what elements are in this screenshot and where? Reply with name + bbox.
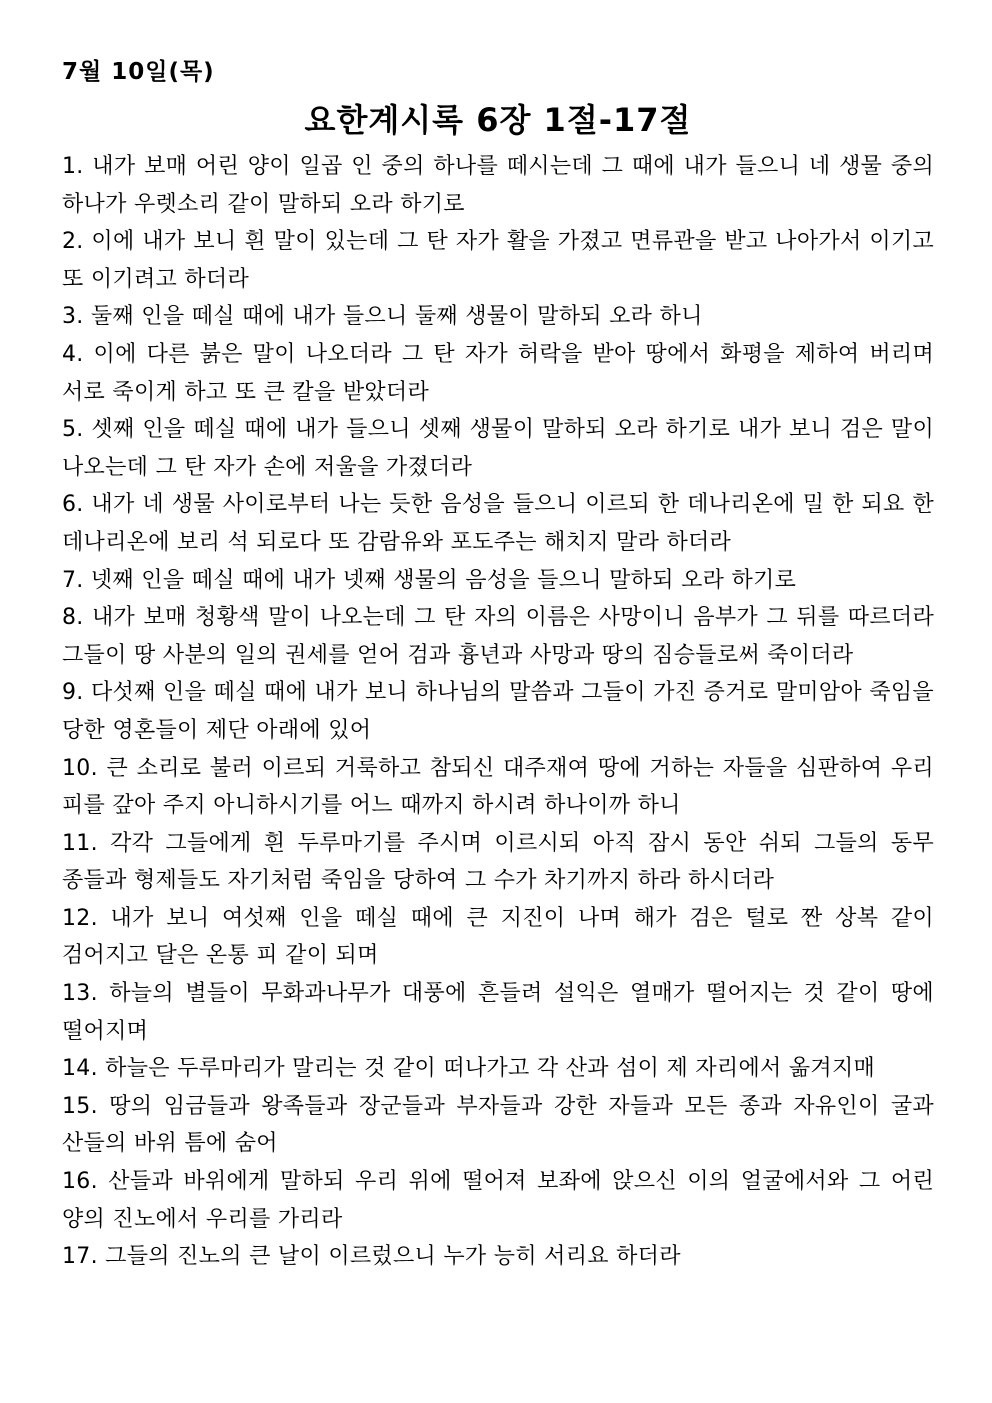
verse-14: 14. 하늘은 두루마리가 말리는 것 같이 떠나가고 각 산과 섬이 제 자리에서 옮겨지매 (62, 1056, 876, 1082)
verse-5: 5. 셋째 인을 떼실 때에 내가 들으니 셋째 생물이 말하되 오라 하기로 내가 보니 검은 말이 나오는데 그 탄 자가 손에 저울을 가졌더라 (62, 417, 934, 480)
verse-1: 1. 내가 보매 어린 양이 일곱 인 중의 하나를 떼시는데 그 때에 내가 들으니 네 생물 중의 하나가 우렛소리 같이 말하되 오라 하기로 (62, 154, 934, 217)
verse-8: 8. 내가 보매 청황색 말이 나오는데 그 탄 자의 이름은 사망이니 음부가 그 뒤를 따르더라 그들이 땅 사분의 일의 권세를 얻어 검과 흉년과 사망과 땅의 짐승들로써 죽이더라 (62, 605, 934, 668)
verse-4: 4. 이에 다른 붉은 말이 나오더라 그 탄 자가 허락을 받아 땅에서 화평을 제하여 버리며 서로 죽이게 하고 또 큰 칼을 받았더라 (62, 341, 934, 405)
verse-7: 7. 넷째 인을 떼실 때에 내가 넷째 생물의 음성을 들으니 말하되 오라 하기로 (62, 567, 797, 593)
verse-6: 6. 내가 네 생물 사이로부터 나는 듯한 음성을 들으니 이르되 한 데나리온에 밀 한 되요 한 데나리온에 보리 석 되로다 또 감람유와 포도주는 해치지 말라 하더라 (62, 492, 934, 555)
verse-11: 11. 각각 그들에게 흰 두루마기를 주시며 이르시되 아직 잠시 동안 쉬되 그들의 동무 종들과 형제들도 자기처럼 죽임을 당하여 그 수가 차기까지 하라 하시더라 (62, 830, 934, 894)
verse-13: 13. 하늘의 별들이 무화과나무가 대풍에 흔들려 설익은 열매가 떨어지는 것 같이 땅에 떨어지며 (62, 981, 934, 1044)
page-title: 요한계시록 6장 1절-17절 (304, 101, 692, 139)
document-page (62, 56, 934, 1276)
verse-12: 12. 내가 보니 여섯째 인을 떼실 때에 큰 지진이 나며 해가 검은 털로 짠 상복 같이 검어지고 달은 온통 피 같이 되며 (62, 905, 934, 969)
verse-9: 9. 다섯째 인을 떼실 때에 내가 보니 하나님의 말씀과 그들이 가진 증거로 말미암아 죽임을 당한 영혼들이 제단 아래에 있어 (62, 680, 934, 743)
verse-15: 15. 땅의 임금들과 왕족들과 장군들과 부자들과 강한 자들과 모든 종과 자유인이 굴과 산들의 바위 틈에 숨어 (62, 1093, 934, 1157)
verse-2: 2. 이에 내가 보니 흰 말이 있는데 그 탄 자가 활을 가졌고 면류관을 받고 나아가서 이기고 또 이기려고 하더라 (62, 229, 934, 292)
verse-10: 10. 큰 소리로 불러 이르되 거룩하고 참되신 대주재여 땅에 거하는 자들을 심판하여 우리 피를 갚아 주지 아니하시기를 어느 때까지 하시려 하나이까 하니 (62, 755, 934, 819)
verse-3: 3. 둘째 인을 떼실 때에 내가 들으니 둘째 생물이 말하되 오라 하니 (62, 304, 703, 330)
verse-17: 17. 그들의 진노의 큰 날이 이르렀으니 누가 능히 서리요 하더라 (62, 1244, 681, 1270)
verse-list (62, 148, 934, 1276)
verse-16: 16. 산들과 바위에게 말하되 우리 위에 떨어져 보좌에 앉으신 이의 얼굴에서와 그 어린 양의 진노에서 우리를 가리라 (62, 1169, 934, 1232)
date-heading: 7월 10일(목) (62, 59, 215, 85)
